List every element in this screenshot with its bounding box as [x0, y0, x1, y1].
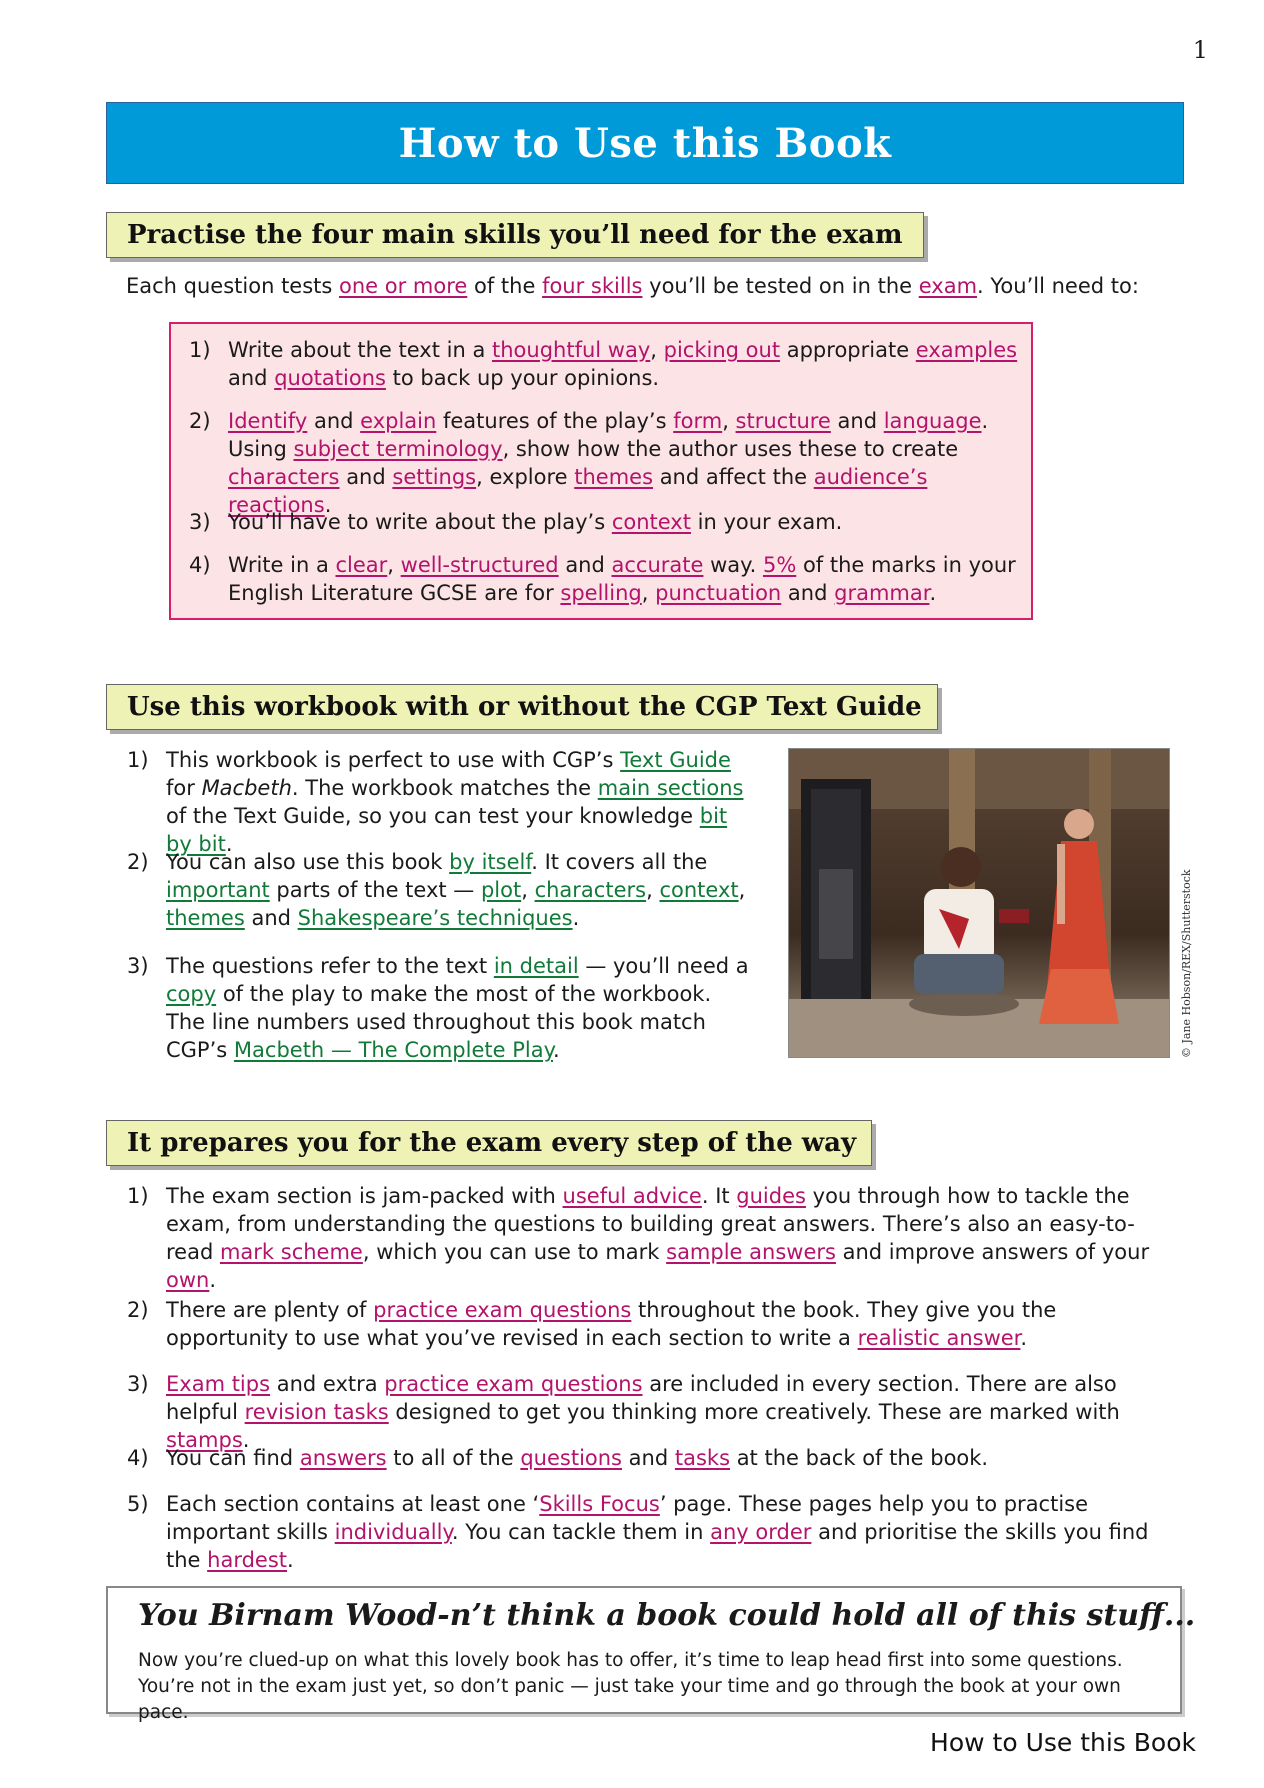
list-item-text: Each section contains at least one ‘: [166, 1492, 540, 1516]
list-item-text: appropriate: [780, 338, 916, 362]
list-item-number: 1): [189, 338, 211, 362]
intro-text-part: . You’ll need to:: [977, 274, 1139, 298]
intro-text: [126, 274, 1139, 298]
highlighted-term: Identify: [228, 409, 308, 433]
list-item-text: are included in every section. There are also helpful: [166, 1372, 1117, 1424]
highlighted-term: Exam tips: [166, 1372, 271, 1396]
highlighted-term: picking out: [663, 338, 781, 362]
highlighted-term: own: [166, 1268, 210, 1292]
list-item-text: . Using: [228, 409, 989, 461]
highlighted-term: realistic answer: [857, 1326, 1021, 1350]
list-item-text: ,: [641, 581, 656, 605]
intro-text-part: of the: [467, 274, 543, 298]
page-number: 1: [1192, 36, 1208, 64]
list-item-text: .: [929, 581, 937, 605]
list-item-text: parts of the text —: [269, 878, 481, 902]
list-item-text: ,: [738, 878, 746, 902]
list-item-number: 1): [127, 748, 149, 772]
list-item-text: . It: [701, 1184, 737, 1208]
highlighted-term: any order: [710, 1520, 812, 1544]
list-item-text: .: [324, 493, 332, 517]
list-item-number: 2): [127, 1298, 149, 1322]
section-heading-text: Practise the four main skills you’ll need for the exam: [127, 220, 903, 250]
highlighted-term: explain: [360, 409, 437, 433]
list-item-text: and: [622, 1446, 675, 1470]
list-item-text: of the Text Guide, so you can test your knowledge: [166, 804, 700, 828]
macbeth-stage-photo: [788, 748, 1170, 1058]
highlighted-term: sample answers: [666, 1240, 836, 1264]
list-item-text: — you’ll need a: [578, 954, 749, 978]
highlighted-term: clear: [335, 553, 388, 577]
list-item-text: and: [339, 465, 393, 489]
list-item-text: ,: [722, 409, 736, 433]
highlighted-term: main sections: [597, 776, 744, 800]
list-item: [127, 1182, 1166, 1294]
list-item-text: .: [1020, 1326, 1028, 1350]
list-item-text: and extra: [270, 1372, 385, 1396]
list-item-text: .: [572, 906, 580, 930]
page-footer-title: How to Use this Book: [930, 1728, 1196, 1757]
list-item: [127, 746, 756, 858]
list-item-number: 1): [127, 1184, 149, 1208]
list-item-text: features of the play’s: [436, 409, 674, 433]
section-heading-text: It prepares you for the exam every step of the way: [127, 1128, 857, 1158]
highlighted-term: settings: [392, 465, 477, 489]
highlighted-term: context: [659, 878, 739, 902]
list-item-text: . You can tackle them in: [451, 1520, 711, 1544]
highlighted-term: accurate: [611, 553, 704, 577]
list-item-text: way.: [703, 553, 763, 577]
highlighted-term: in detail: [493, 954, 579, 978]
list-item-text: . It covers all the: [531, 850, 708, 874]
list-item-text: and: [244, 906, 298, 930]
list-item-number: 3): [127, 954, 149, 978]
list-item-text: ,: [650, 338, 664, 362]
list-item-text: . The workbook matches the: [291, 776, 598, 800]
highlighted-term: revision tasks: [244, 1400, 389, 1424]
list-item-text: and prioritise the skills you find the: [166, 1520, 1149, 1572]
list-item-text: , show how the author uses these to create: [502, 437, 959, 461]
highlighted-term: answers: [299, 1446, 387, 1470]
highlighted-term: questions: [520, 1446, 622, 1470]
list-item: [189, 508, 1018, 536]
italic-title: Macbeth: [201, 776, 292, 800]
highlighted-term: examples: [915, 338, 1018, 362]
intro-link: four skills: [542, 274, 643, 298]
highlighted-term: characters: [228, 465, 340, 489]
summary-text: [138, 1648, 1158, 1726]
highlighted-term: mark scheme: [219, 1240, 363, 1264]
summary-box: [106, 1586, 1196, 1723]
highlighted-term: spelling: [560, 581, 642, 605]
intro-text-part: Each question tests: [126, 274, 340, 298]
list-item-number: 2): [127, 850, 149, 874]
page-title: How to Use this Book: [398, 119, 892, 167]
highlighted-term: copy: [166, 982, 217, 1006]
highlighted-term: 5%: [762, 553, 797, 577]
highlighted-term: themes: [574, 465, 654, 489]
list-item-number: 4): [127, 1446, 149, 1470]
list-item-text: You’ll have to write about the play’s: [228, 510, 612, 534]
highlighted-term: language: [883, 409, 982, 433]
list-item-text: This workbook is perfect to use with CGP’s: [166, 748, 621, 772]
intro-link: one or more: [339, 274, 468, 298]
list-item-text: , which you can use to mark: [362, 1240, 667, 1264]
list-item-number: 2): [189, 409, 211, 433]
list-item: [127, 1444, 1166, 1472]
highlighted-term: practice exam questions: [384, 1372, 643, 1396]
highlighted-term: Macbeth — The Complete Play: [233, 1038, 553, 1062]
list-item-text: ,: [521, 878, 535, 902]
highlighted-term: useful advice: [562, 1184, 702, 1208]
section-heading-text: Use this workbook with or without the CGP Text Guide: [127, 692, 922, 722]
list-item-text: .: [225, 832, 233, 856]
highlighted-term: context: [611, 510, 691, 534]
list-item-text: you through how to tackle the exam, from understanding the questions to building great answers. There’s also an easy-to-read: [166, 1184, 1135, 1264]
highlighted-term: tasks: [674, 1446, 731, 1470]
title-banner: [106, 102, 1184, 184]
list-item-text: and: [830, 409, 884, 433]
list-item-text: , explore: [476, 465, 575, 489]
list-item-text: Write in a: [228, 553, 336, 577]
highlighted-term: subject terminology: [293, 437, 503, 461]
list-item-text: throughout the book. They give you the opportunity to use what you’ve revised in each section to write a: [166, 1298, 1057, 1350]
highlighted-term: hardest: [207, 1548, 288, 1572]
list-item-text: ,: [646, 878, 660, 902]
section-heading-workbook: [106, 684, 938, 730]
list-item-text: ’ page. These pages help you to practise important skills: [166, 1492, 1089, 1544]
list-item-text: and: [781, 581, 835, 605]
highlighted-term: bit by bit: [166, 804, 728, 856]
highlighted-term: Skills Focus: [539, 1492, 660, 1516]
highlighted-term: grammar: [834, 581, 930, 605]
summary-heading: You Birnam Wood-n’t think a book could hold all of this stuff...: [138, 1598, 1196, 1633]
highlighted-term: audience’s reactions: [228, 465, 928, 517]
list-item: [127, 1490, 1166, 1574]
list-item-text: There are plenty of: [166, 1298, 374, 1322]
list-item-text: You can find: [166, 1446, 300, 1470]
list-item: [127, 952, 756, 1064]
list-item-text: ,: [387, 553, 401, 577]
highlighted-term: structure: [735, 409, 831, 433]
list-item: [127, 848, 756, 932]
intro-link: exam: [918, 274, 978, 298]
list-item: [189, 336, 1018, 392]
highlighted-term: characters: [534, 878, 647, 902]
list-item-text: in your exam.: [690, 510, 843, 534]
list-item-text: designed to get you thinking more creatively. These are marked with: [388, 1400, 1120, 1424]
list-item-text: of the marks in your English Literature GCSE are for: [228, 553, 1016, 605]
list-item-text: to all of the: [386, 1446, 521, 1470]
list-item-text: to back up your opinions.: [385, 366, 660, 390]
summary-line: You’re not in the exam just yet, so don’t panic — just take your time and go through the book at your own pace.: [138, 1676, 1121, 1723]
highlighted-term: guides: [736, 1184, 806, 1208]
list-item-text: of the play to make the most of the workbook. The line numbers used throughout this book match CGP’s: [166, 982, 712, 1062]
list-item-text: and affect the: [653, 465, 814, 489]
list-item-text: .: [553, 1038, 560, 1062]
list-item-number: 3): [189, 510, 211, 534]
list-item: [127, 1370, 1166, 1454]
list-item: [189, 551, 1018, 607]
intro-text-part: you’ll be tested on in the: [642, 274, 919, 298]
list-item: [189, 407, 1018, 519]
list-item-text: at the back of the book.: [730, 1446, 989, 1470]
highlighted-term: quotations: [274, 366, 386, 390]
highlighted-term: themes: [166, 906, 245, 930]
macbeth-stage-photo-image: [789, 749, 1169, 1057]
list-item-text: The questions refer to the text: [166, 954, 494, 978]
list-item-text: and: [558, 553, 612, 577]
list-item-number: 3): [127, 1372, 149, 1396]
highlighted-term: plot: [480, 878, 522, 902]
list-item-text: You can also use this book: [166, 850, 450, 874]
highlighted-term: by itself: [449, 850, 532, 874]
list-item-text: and: [228, 366, 275, 390]
list-item-text: The exam section is jam-packed with: [166, 1184, 563, 1208]
list-item-text: .: [209, 1268, 217, 1292]
section-heading-prepares: [106, 1120, 872, 1166]
list-item-text: for: [166, 776, 202, 800]
highlighted-term: Shakespeare’s techniques: [297, 906, 573, 930]
highlighted-term: Text Guide: [620, 748, 731, 772]
list-item-text: and: [307, 409, 361, 433]
photo-credit: © Jane Hobson/REX/Shutterstock: [1180, 869, 1193, 1058]
list-item-text: and improve answers of your: [835, 1240, 1150, 1264]
highlighted-term: individually: [334, 1520, 452, 1544]
list-item-text: Write about the text in a: [228, 338, 493, 362]
highlighted-term: stamps: [166, 1428, 243, 1452]
section-heading-skills: [106, 212, 924, 258]
summary-line: Now you’re clued-up on what this lovely book has to offer, it’s time to leap head first into some questions.: [138, 1650, 1123, 1671]
highlighted-term: important: [166, 878, 270, 902]
list-item-text: .: [242, 1428, 250, 1452]
list-item-number: 5): [127, 1492, 149, 1516]
highlighted-term: well-structured: [400, 553, 559, 577]
highlighted-term: practice exam questions: [373, 1298, 632, 1322]
highlighted-term: thoughtful way: [492, 338, 651, 362]
highlighted-term: form: [673, 409, 723, 433]
list-item-text: .: [287, 1548, 294, 1572]
highlighted-term: punctuation: [655, 581, 782, 605]
list-item: [127, 1296, 1166, 1352]
list-item-number: 4): [189, 553, 211, 577]
